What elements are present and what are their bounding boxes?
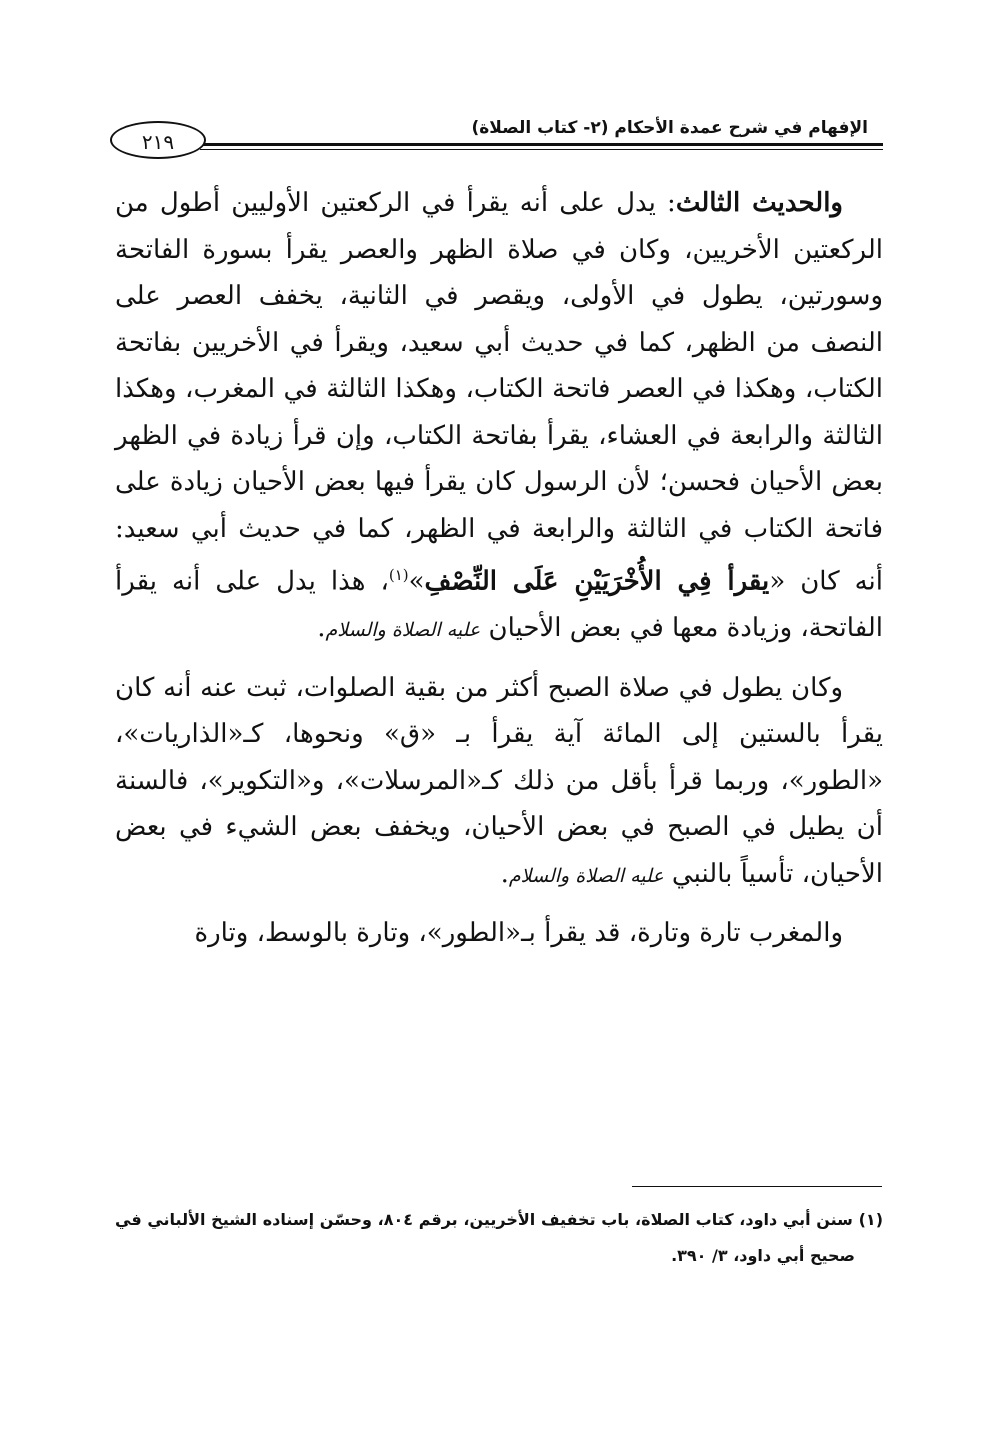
hadith-quote: يقرأ فِي الأُخْرَيَيْنِ عَلَى النِّصْفِ	[424, 566, 770, 597]
text-run: : يدل على أنه يقرأ في الركعتين الأوليين أطول من الركعتين الأخريين، وكان في صلاة الظهر والعصر يقرأ بسورة الفاتحة وسورتين، يطول في الأولى، ويقصر في الثانية، يخفف العصر على النصف من الظهر، كما في حديث أبي سعيد، ويقرأ في الأخريين بفاتحة الكتاب، وهكذا في العصر فاتحة الكتاب، وهكذا الثالثة في المغرب، وهكذا الثالثة والرابعة في العشاء، يقرأ بفاتحة الكتاب، وإن قرأ زيادة في الظهر بعض الأحيان فحسن؛ لأن الرسول كان يقرأ فيها بعض الأحيان زيادة على فاتحة الكتاب في الثالثة والرابعة في الظهر، كما في حديث أبي سعيد: أنه كان «	[115, 188, 883, 597]
paragraph-1	[115, 180, 883, 654]
page-number: ٢١٩	[110, 121, 206, 159]
footnote-separator	[632, 1186, 882, 1187]
text-run: وكان يطول في صلاة الصبح أكثر من بقية الصلوات، ثبت عنه أنه كان يقرأ بالستين إلى المائة آية يقرأ بـ «ق» ونحوها، كـ«الذاريات»، «الطور»، وربما قرأ بأقل من ذلك كـ«المرسلات»، و«التكوير»، فالسنة أن يطيل في الصبح في بعض الأحيان، ويخفف بعض الشيء في بعض الأحيان، تأسياً بالنبي	[115, 672, 883, 889]
text-run: والمغرب تارة وتارة، قد يقرأ بـ«الطور»، وتارة بالوسط، وتارة	[194, 918, 843, 949]
running-title: الإفهام في شرح عمدة الأحكام (٢- كتاب الصلاة)	[471, 118, 868, 138]
text-run: .	[500, 858, 509, 889]
text-run: .	[317, 613, 326, 644]
text-run: »	[408, 566, 425, 597]
paragraph-3	[115, 910, 883, 957]
paragraph-2	[115, 665, 883, 900]
footnote-ref: (١)	[388, 566, 409, 584]
text-run: ، هذا يدل على أنه يقرأ الفاتحة، وزيادة معها في بعض الأحيان	[115, 566, 883, 644]
honorific: عليه الصلاة والسلام	[325, 619, 481, 642]
header-rule-thick	[200, 143, 883, 146]
paragraph-lead-heading: والحديث الثالث	[675, 188, 843, 218]
honorific: عليه الصلاة والسلام	[508, 864, 664, 887]
header-rule-thin	[200, 149, 883, 150]
main-text	[115, 180, 883, 968]
footnotes	[115, 1202, 883, 1274]
footnote-1: (١) سنن أبي داود، كتاب الصلاة، باب تخفيف الأخريين، برقم ٨٠٤، وحسّن إسناده الشيخ الألباني في صحيح أبي داود، ٣/ ٣٩٠.	[115, 1210, 883, 1265]
